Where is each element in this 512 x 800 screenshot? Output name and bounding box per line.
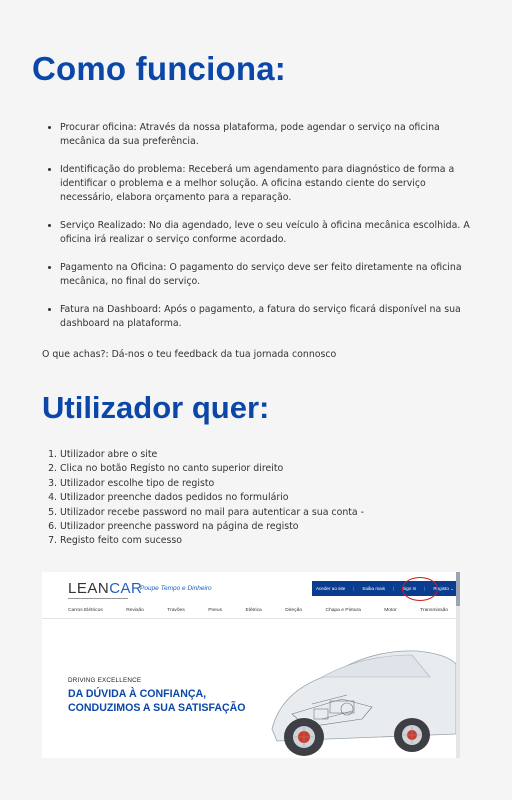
section-title-como-funciona: Como funciona: (32, 50, 286, 87)
nav-item: Travões (167, 608, 185, 613)
separator: | (424, 586, 426, 591)
list-item: • Procurar oficina: Através da nossa plataforma, pode agendar o serviço na oficina mecânica da sua preferência. (60, 121, 480, 149)
website-screenshot (42, 572, 460, 758)
list-item: 6. Utilizador preenche password na página de registo (60, 520, 460, 534)
list-item: 4. Utilizador preenche dados pedidos no formulário (60, 491, 460, 505)
section-title-utilizador-quer: Utilizador quer: (42, 390, 270, 425)
list-item: 7. Registo feito com sucesso (60, 534, 460, 548)
utilizador-steps-list (42, 448, 460, 549)
hero-eyebrow: DRIVING EXCELLENCE (68, 677, 142, 684)
nav-item: Revisão (126, 608, 144, 613)
nav-item: Transmissão (420, 608, 448, 613)
feedback-text: O que achas?: Dá-nos o teu feedback da tua jornada connosco (42, 349, 337, 360)
list-item: • Fatura na Dashboard: Após o pagamento, a fatura do serviço ficará disponível na sua dashboard na plataforma. (60, 303, 480, 331)
list-item: 3. Utilizador escolhe tipo de registo (60, 477, 460, 491)
nav-item: Elétrica (245, 608, 262, 613)
logo-underline (68, 598, 128, 599)
separator: | (353, 586, 355, 591)
list-item: • Identificação do problema: Receberá um agendamento para diagnóstico de forma a identificar o problema e a melhor solução. A oficina estando ciente do serviço necessário, elabora orçamento para a reparação. (60, 163, 480, 205)
nav-item: Pneus (208, 608, 223, 613)
topbar-link-registo: Registo ⌄ (433, 585, 455, 591)
como-funciona-list (42, 121, 480, 345)
tagline: Poupe Tempo e Dinheiro (140, 585, 212, 592)
hero-headline: DA DÚVIDA À CONFIANÇA, CONDUZIMOS A SUA SATISFAÇÃO (68, 688, 246, 714)
topbar-link-sign-in: Sign In (402, 586, 417, 591)
site-nav (68, 608, 448, 613)
list-item: 5. Utilizador recebe password no mail para autenticar a sua conta - (60, 506, 460, 520)
topbar-link-aceder: Aceder ao site (315, 586, 346, 591)
topbar-link-saiba-mais: Saiba mais (362, 586, 386, 591)
separator: | (392, 586, 395, 591)
list-item: • Pagamento na Oficina: O pagamento do serviço deve ser feito diretamente na oficina mecânica, no final do serviço. (60, 261, 480, 289)
car-cutaway-image (252, 619, 456, 758)
nav-item: Carros Elétricos (68, 608, 103, 613)
nav-item: Motor (384, 608, 397, 613)
list-item: • Serviço Realizado: No dia agendado, leve o seu veículo à oficina mecânica escolhida. A oficina irá realizar o serviço conforme acordado. (60, 219, 480, 247)
list-item: 2. Clica no botão Registo no canto superior direito (60, 462, 460, 476)
list-item: 1. Utilizador abre o site (60, 448, 460, 462)
leancar-logo: LEANCAR (68, 580, 143, 597)
scrollbar-thumb (456, 572, 460, 606)
registo-highlight-circle (402, 577, 438, 601)
nav-item: Direção (285, 608, 303, 613)
nav-item: Chapa e Pintura (325, 608, 361, 613)
